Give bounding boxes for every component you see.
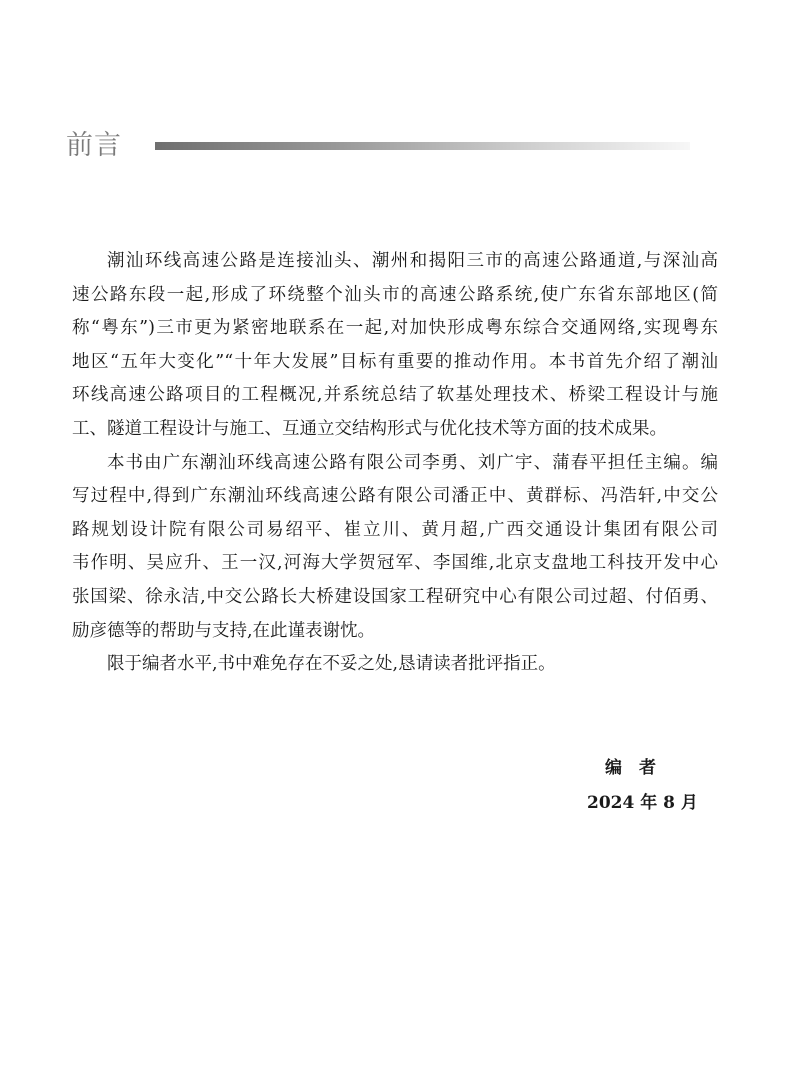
signature-date: 2024 年 8 月 xyxy=(587,793,698,813)
text-line: 地区“五年大变化”“十年大发展”目标有重要的推动作用。本书首先介绍了潮汕 xyxy=(72,351,718,372)
text-line: 限于编者水平,书中难免存在不妥之处,恳请读者批评指正。 xyxy=(107,654,556,675)
text-line: 工、隧道工程设计与施工、互通立交结构形式与优化技术等方面的技术成果。 xyxy=(72,418,667,439)
text-line: 本书由广东潮汕环线高速公路有限公司李勇、刘广宇、蒲春平担任主编。编 xyxy=(107,452,718,473)
title-gradient-rule xyxy=(155,142,690,150)
signature-author: 编 者 xyxy=(605,758,656,778)
text-line: 速公路东段一起,形成了环绕整个汕头市的高速公路系统,使广东省东部地区(简 xyxy=(72,284,718,305)
text-line: 韦作明、吴应升、王一汉,河海大学贺冠军、李国维,北京支盘地工科技开发中心 xyxy=(72,553,718,574)
page-title: 前言 xyxy=(66,130,122,161)
paragraph xyxy=(72,245,718,447)
text-line: 称“粤东”)三市更为紧密地联系在一起,对加快形成粤东综合交通网络,实现粤东 xyxy=(72,318,718,339)
text-line: 写过程中,得到广东潮汕环线高速公路有限公司潘正中、黄群标、冯浩轩,中交公 xyxy=(72,486,718,507)
text-line: 励彦德等的帮助与支持,在此谨表谢忱。 xyxy=(72,620,376,641)
paragraph xyxy=(72,447,718,649)
text-line: 环线高速公路项目的工程概况,并系统总结了软基处理技术、桥梁工程设计与施 xyxy=(72,385,718,406)
paragraph xyxy=(72,648,718,682)
text-line: 潮汕环线高速公路是连接汕头、潮州和揭阳三市的高速公路通道,与深汕高 xyxy=(107,251,718,271)
text-line: 路规划设计院有限公司易绍平、崔立川、黄月超,广西交通设计集团有限公司 xyxy=(72,519,718,540)
preface-body xyxy=(72,245,718,682)
text-line: 张国梁、徐永洁,中交公路长大桥建设国家工程研究中心有限公司过超、付佰勇、 xyxy=(72,586,718,607)
